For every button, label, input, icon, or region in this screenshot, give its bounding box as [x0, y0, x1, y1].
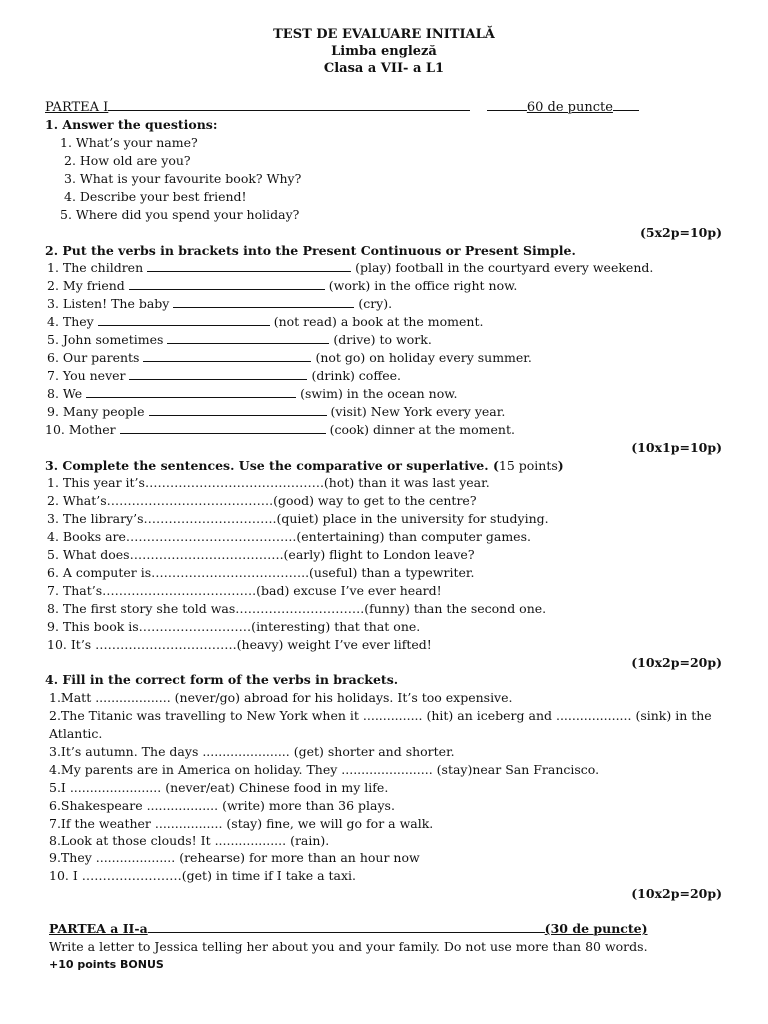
answer-blank[interactable] — [86, 386, 296, 398]
answer-blank[interactable] — [173, 296, 354, 308]
ex2-item — [47, 367, 401, 384]
ex3-heading-text: 3. Complete the sentences. Use the comparative or superlative. ( — [45, 458, 499, 473]
ex4-item: 3.It’s autumn. The days ...................... (get) shorter and shorter. — [49, 744, 455, 759]
ex1-item: 3. What is your favourite book? Why? — [64, 171, 302, 186]
ex3-heading-end: ) — [557, 458, 564, 473]
part2-points: (30 de puncte) — [544, 921, 648, 936]
ex3-item: 5. What does……………………………….(early) flight to London leave? — [47, 547, 475, 562]
ex2-item — [47, 385, 457, 402]
ex2-item-verb: (swim) in the ocean now. — [300, 386, 458, 401]
answer-blank[interactable] — [149, 404, 327, 416]
ex2-item-verb: (drink) coffee. — [311, 368, 401, 383]
ex2-item-prompt: 1. The children — [47, 260, 144, 275]
part2-task: Write a letter to Jessica telling her about you and your family. Do not use more than 80 words. — [49, 939, 648, 954]
answer-blank[interactable] — [167, 332, 329, 344]
ex2-item-verb: (visit) New York every year. — [330, 404, 506, 419]
part1-header — [45, 98, 639, 116]
ex2-item — [47, 349, 532, 366]
part2-label: PARTEA a II-a — [49, 921, 148, 936]
document-subject: Limba engleză — [331, 44, 437, 59]
ex4-item: 5.I ....................... (never/eat) Chinese food in my life. — [49, 780, 389, 795]
ex4-heading: 4. Fill in the correct form of the verbs in brackets. — [45, 672, 399, 687]
ex1-heading: 1. Answer the questions: — [45, 117, 218, 132]
ex3-score: (10x2p=20p) — [631, 655, 722, 670]
ex1-score: (5x2p=10p) — [639, 225, 722, 240]
ex2-item — [45, 421, 515, 438]
ex1-item: 2. How old are you? — [64, 153, 191, 168]
ex2-item-verb: (cook) dinner at the moment. — [329, 422, 515, 437]
ex2-score: (10x1p=10p) — [631, 440, 722, 455]
ex3-item: 10. It’s …………………………….(heavy) weight I’ve ever lifted! — [47, 637, 432, 652]
ex1-item: 5. Where did you spend your holiday? — [60, 207, 300, 222]
ex3-item: 2. What’s………………………………….(good) way to get to the centre? — [47, 493, 477, 508]
ex2-item-prompt: 4. They — [47, 314, 94, 329]
answer-blank[interactable] — [98, 314, 270, 326]
ex4-item: 9.They .................... (rehearse) for more than an hour now — [49, 850, 420, 865]
ex3-item: 3. The library’s…………………………..(quiet) place in the university for studying. — [47, 511, 549, 526]
ex2-item — [47, 259, 653, 276]
ex2-item-prompt: 3. Listen! The baby — [47, 296, 170, 311]
ex3-item: 7. That’s……………………………….(bad) excuse I’ve ever heard! — [47, 583, 442, 598]
part1-rule-3 — [613, 98, 639, 111]
ex2-item-prompt: 5. John sometimes — [47, 332, 164, 347]
ex2-item-prompt: 9. Many people — [47, 404, 145, 419]
ex2-item — [47, 295, 392, 312]
answer-blank[interactable] — [129, 368, 307, 380]
ex2-item-verb: (not read) a book at the moment. — [273, 314, 484, 329]
ex2-item-verb: (play) football in the courtyard every weekend. — [355, 260, 654, 275]
ex2-item-verb: (work) in the office right now. — [328, 278, 518, 293]
ex2-item-verb: (not go) on holiday every summer. — [315, 350, 532, 365]
ex2-item — [47, 277, 517, 294]
part1-label: PARTEA I — [45, 100, 109, 115]
ex4-item: 6.Shakespeare .................. (write) more than 36 plays. — [49, 798, 395, 813]
ex1-item: 4. Describe your best friend! — [64, 189, 247, 204]
part1-rule-2 — [487, 98, 527, 111]
document-class: Clasa a VII- a L1 — [323, 61, 445, 76]
ex4-item: 10. I ……………………(get) in time if I take a taxi. — [49, 868, 357, 883]
ex4-score: (10x2p=20p) — [631, 886, 722, 901]
part2-header — [49, 920, 648, 937]
ex2-item-verb: (drive) to work. — [333, 332, 432, 347]
ex2-item-prompt: 8. We — [47, 386, 83, 401]
ex3-item: 8. The first story she told was………………………….(funny) than the second one. — [47, 601, 547, 616]
ex2-item-prompt: 6. Our parents — [47, 350, 140, 365]
ex4-item: 4.My parents are in America on holiday. They ....................... (stay)near San Francisco. — [49, 762, 600, 777]
ex2-item — [47, 313, 483, 330]
part1-rule — [108, 98, 470, 111]
ex3-heading-points: 15 points — [498, 458, 558, 473]
ex2-item — [47, 331, 432, 348]
ex3-item: 6. A computer is………………………………..(useful) than a typewriter. — [47, 565, 475, 580]
answer-blank[interactable] — [120, 422, 326, 434]
answer-blank[interactable] — [129, 278, 325, 290]
ex1-item: 1. What’s your name? — [60, 135, 198, 150]
ex4-item-continued: Atlantic. — [49, 726, 103, 741]
ex2-item-prompt: 2. My friend — [47, 278, 125, 293]
ex3-heading — [45, 457, 564, 474]
ex3-item: 9. This book is………………………(interesting) that that one. — [47, 619, 421, 634]
ex4-item: 1.Matt ................... (never/go) abroad for his holidays. It’s too expensive. — [49, 690, 513, 705]
ex2-item-prompt: 10. Mother — [45, 422, 116, 437]
ex4-item: 2.The Titanic was travelling to New York when it ............... (hit) an iceberg and ................... (sink) in the — [49, 708, 712, 723]
part2-rule — [148, 920, 545, 933]
ex2-item — [47, 403, 505, 420]
ex2-heading: 2. Put the verbs in brackets into the Present Continuous or Present Simple. — [45, 243, 576, 258]
document-header — [0, 26, 768, 77]
ex3-item: 4. Books are…………………………………..(entertaining) than computer games. — [47, 529, 531, 544]
answer-blank[interactable] — [147, 260, 351, 272]
answer-blank[interactable] — [143, 350, 311, 362]
ex4-item: 8.Look at those clouds! It .................. (rain). — [49, 833, 330, 848]
bonus-note: +10 points BONUS — [49, 958, 164, 971]
ex4-item: 7.If the weather ................. (stay) fine, we will go for a walk. — [49, 816, 434, 831]
part1-points: 60 de puncte — [526, 100, 613, 115]
ex2-item-verb: (cry). — [358, 296, 393, 311]
ex2-item-prompt: 7. You never — [47, 368, 126, 383]
ex3-item: 1. This year it’s…………………………………….(hot) than it was last year. — [47, 475, 490, 490]
document-title: TEST DE EVALUARE INITIALĂ — [273, 27, 495, 42]
